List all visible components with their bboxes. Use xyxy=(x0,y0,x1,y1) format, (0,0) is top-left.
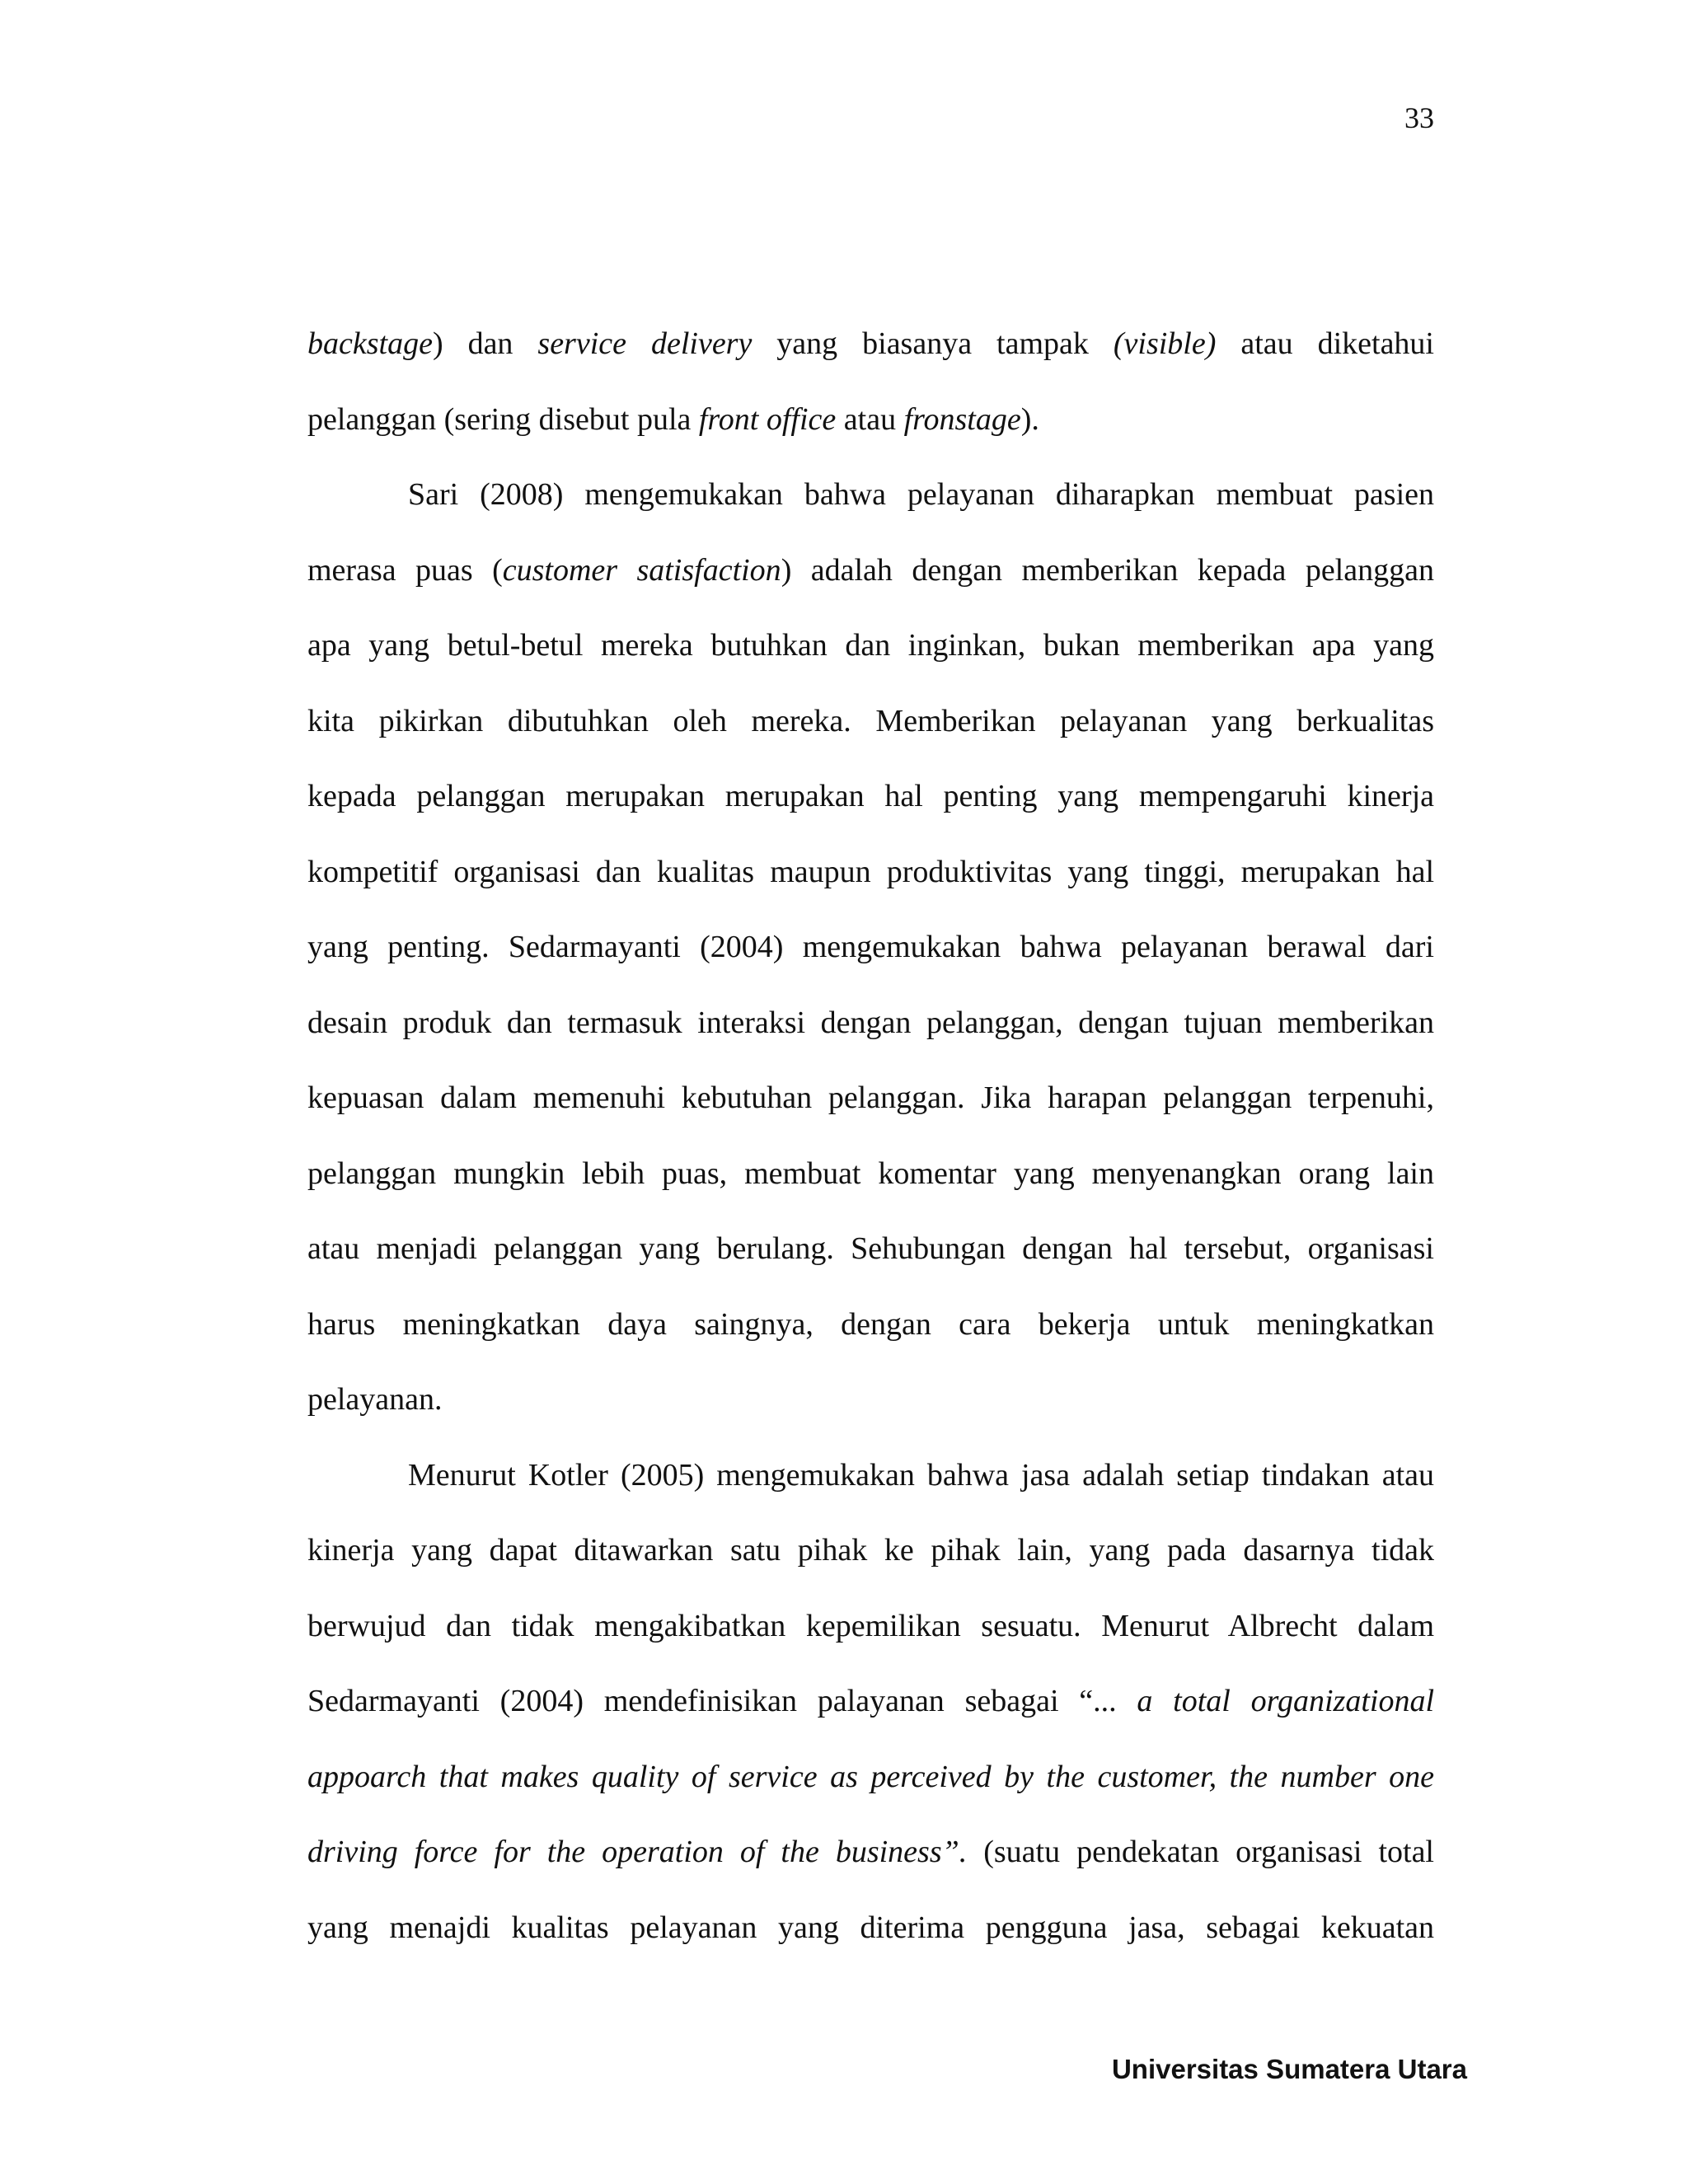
italic-text: customer satisfaction xyxy=(502,552,781,588)
text-run: Sari (2008) mengemukakan bahwa pelayanan diharapkan membuat pasien xyxy=(408,477,1434,512)
text-line xyxy=(307,1589,1434,1665)
italic-text: fronstage xyxy=(903,401,1021,437)
text-run: harus meningkatkan daya saingnya, dengan cara bekerja untuk meningkatkan xyxy=(307,1306,1434,1342)
text-run: atau menjadi pelanggan yang berulang. Sehubungan dengan hal tersebut, organisasi xyxy=(307,1231,1434,1266)
text-line xyxy=(307,1287,1434,1363)
text-line xyxy=(307,1815,1434,1891)
text-line xyxy=(307,1513,1434,1589)
text-line xyxy=(307,986,1434,1062)
text-line xyxy=(307,533,1434,609)
text-line xyxy=(307,382,1434,458)
text-line xyxy=(307,1137,1434,1212)
text-run: kepada pelanggan merupakan merupakan hal penting yang mempengaruhi kinerja xyxy=(307,779,1434,813)
italic-text: appoarch that makes quality of service as perceived by the customer, the number one xyxy=(307,1759,1434,1794)
text-line xyxy=(307,910,1434,986)
text-run: apa yang betul-betul mereka butuhkan dan inginkan, bukan memberikan apa yang xyxy=(307,628,1434,663)
text-line xyxy=(307,307,1434,382)
text-run: atau xyxy=(836,401,904,437)
text-line xyxy=(307,457,1434,533)
italic-text: (visible) xyxy=(1113,326,1217,361)
italic-text: a total organizational xyxy=(1137,1684,1434,1718)
text-run: desain produk dan termasuk interaksi dengan pelanggan, dengan tujuan memberikan xyxy=(307,1005,1434,1040)
text-run: pelanggan mungkin lebih puas, membuat komentar yang menyenangkan orang lain xyxy=(307,1155,1434,1191)
body-text xyxy=(307,307,1434,1966)
text-line xyxy=(307,684,1434,760)
text-run: kita pikirkan dibutuhkan oleh mereka. Memberikan pelayanan yang berkualitas xyxy=(307,703,1434,738)
text-run: ) adalah dengan memberikan kepada pelanggan xyxy=(781,552,1434,588)
text-run: (suatu pendekatan organisasi total xyxy=(967,1835,1434,1869)
text-line xyxy=(307,1740,1434,1816)
text-run: Menurut Kotler (2005) mengemukakan bahwa jasa adalah setiap tindakan atau xyxy=(408,1457,1434,1493)
text-run: pelayanan. xyxy=(307,1382,443,1417)
text-line xyxy=(307,759,1434,835)
text-run: ). xyxy=(1020,401,1039,437)
text-line xyxy=(307,1362,1434,1438)
text-line xyxy=(307,608,1434,684)
text-run: yang menajdi kualitas pelayanan yang diterima pengguna jasa, sebagai kekuatan xyxy=(307,1910,1434,1945)
text-run: berwujud dan tidak mengakibatkan kepemilikan sesuatu. Menurut Albrecht dalam xyxy=(307,1608,1434,1643)
text-line xyxy=(307,1664,1434,1740)
italic-text: front office xyxy=(698,401,837,437)
italic-text: driving force for the operation of the business”. xyxy=(307,1835,968,1869)
text-run: atau diketahui xyxy=(1216,326,1434,361)
italic-text: backstage xyxy=(307,326,433,361)
page-number: 33 xyxy=(1404,101,1434,134)
text-run: merasa puas ( xyxy=(307,552,503,588)
text-run: ) dan xyxy=(432,326,538,361)
text-run: kepuasan dalam memenuhi kebutuhan pelanggan. Jika harapan pelanggan terpenuhi, xyxy=(307,1080,1434,1115)
text-run: pelanggan (sering disebut pula xyxy=(307,401,699,437)
text-run: yang biasanya tampak xyxy=(752,326,1114,361)
italic-text: service delivery xyxy=(537,326,753,361)
text-run: kompetitif organisasi dan kualitas maupun produktivitas yang tinggi, merupakan hal xyxy=(307,854,1434,889)
text-run: yang penting. Sedarmayanti (2004) mengemukakan bahwa pelayanan berawal dari xyxy=(307,930,1434,964)
text-run: kinerja yang dapat ditawarkan satu pihak ke pihak lain, yang pada dasarnya tidak xyxy=(307,1533,1434,1568)
text-line xyxy=(307,1438,1434,1514)
text-line xyxy=(307,1891,1434,1966)
text-line xyxy=(307,835,1434,911)
text-line xyxy=(307,1212,1434,1287)
text-line xyxy=(307,1061,1434,1137)
footer-institution: Universitas Sumatera Utara xyxy=(1111,2054,1467,2084)
text-run: Sedarmayanti (2004) mendefinisikan palayanan sebagai “... xyxy=(307,1684,1137,1718)
